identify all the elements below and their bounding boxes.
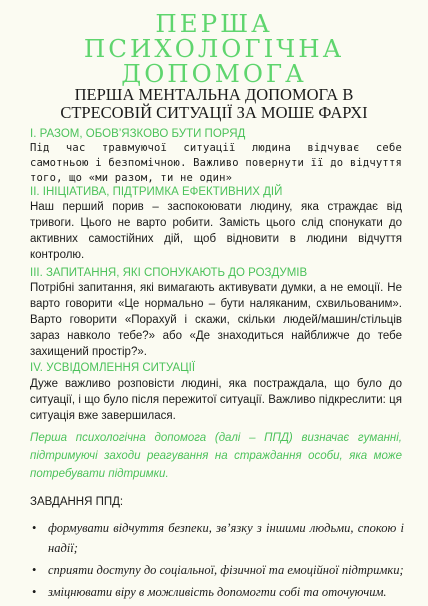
section-3-body: Потрібні запитання, які вимагають активувати думки, а не емоції. Не варто говорити «Це нормально – бути наляканим, схвильованим». Варто говорити «Порахуй і скажи, скільки людей/машин/стільців зараз навколо тебе?» або «Де знаходиться найближче до тебе захищений простір?». bbox=[30, 282, 402, 358]
definition-text: Перша психологічна допомога (далі – ППД) визначає гуманні, підтримуючі заходи реагування на страждання особи, яка може потребувати підтримки. bbox=[30, 432, 402, 480]
task-item-3-text: зміцнювати віру в можливість допомогти собі та оточуючим. bbox=[48, 585, 387, 599]
task-item-2 bbox=[32, 560, 404, 580]
section-2-body: Наш перший порив – заспокоювати людину, яка страждає від тривоги. Цього не варто робити. Замість цього слід спонукати до активних самостійних дій, щоб відновити в людини відчуття контролю. bbox=[30, 201, 402, 261]
bullet-icon: • bbox=[32, 585, 37, 599]
task-item-3 bbox=[32, 582, 404, 602]
title-line-3: ДОПОМОГА bbox=[121, 59, 307, 88]
task-item-2-text: сприяти доступу до соціальної, фізичної та емоційної підтримки; bbox=[48, 563, 404, 577]
tasks-heading: ЗАВДАННЯ ППД: bbox=[30, 496, 124, 508]
section-2-heading: II. ІНІЦІАТИВА, ПІДТРИМКА ЕФЕКТИВНИХ ДІЙ bbox=[30, 186, 283, 198]
task-item-1 bbox=[32, 518, 404, 558]
section-1-body: Під час травмуючої ситуації людина відчуває себе самотньою і безпомічною. Важливо повернути її до відчуття того, що «ми разом, ти не один» bbox=[30, 142, 402, 184]
bullet-icon: • bbox=[32, 521, 37, 535]
task-item-1-text: формувати відчуття безпеки, зв’язку з іншими людьми, спокою і надії; bbox=[48, 521, 404, 555]
section-3-heading: III. ЗАПИТАННЯ, ЯКІ СПОНУКАЮТЬ ДО РОЗДУМІВ bbox=[30, 267, 308, 279]
subtitle-line-2: СТРЕСОВІЙ СИТУАЦІЇ ЗА МОШЕ ФАРХІ bbox=[60, 103, 368, 122]
section-1-heading: I. РАЗОМ, ОБОВ’ЯЗКОВО БУТИ ПОРЯД bbox=[30, 128, 246, 140]
bullet-icon: • bbox=[32, 563, 37, 577]
subtitle-line-1: ПЕРША МЕНТАЛЬНА ДОПОМОГА В bbox=[74, 85, 354, 104]
title-line-2: ПСИХОЛОГІЧНА bbox=[83, 34, 345, 63]
section-4-heading: IV. УСВІДОМЛЕННЯ СИТУАЦІЇ bbox=[30, 362, 196, 374]
title-line-1: ПЕРША bbox=[155, 9, 273, 38]
section-4-body: Дуже важливо розповісти людині, яка постраждала, що було до ситуації, і що було після пережитої ситуації. Важливо підкреслити: ця ситуація вже завершилася. bbox=[30, 378, 402, 422]
